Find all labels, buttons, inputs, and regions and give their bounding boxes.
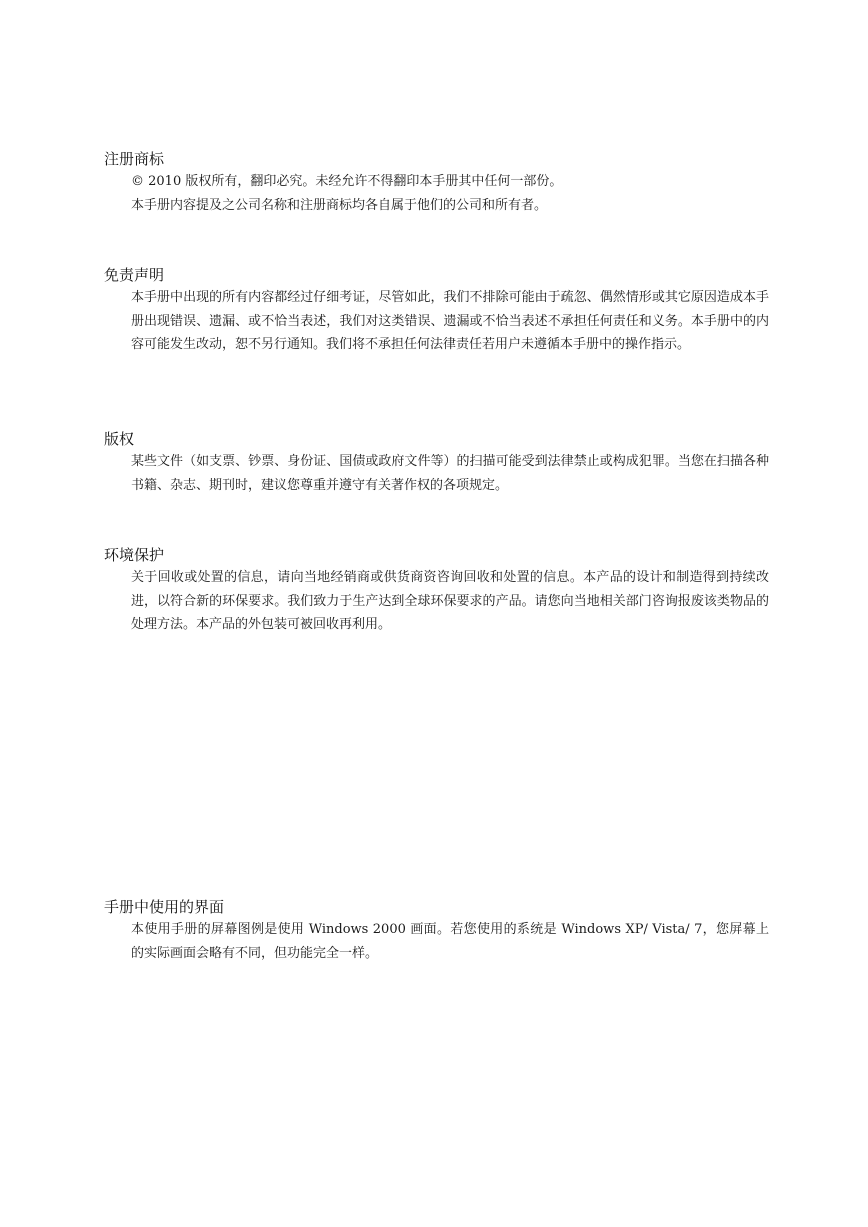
section-paragraph: 本手册中出现的所有内容都经过仔细考证，尽管如此，我们不排除可能由于疏忽、偶然情形或其它原因造成本手册出现错误、遗漏、或不恰当表述，我们对这类错误、遗漏或不恰当表述不承担任何责任和义务。本手册中的内容可能发生改动，恕不另行通知。我们将不承担任何法律责任若用户未遵循本手册中的操作指示。 bbox=[131, 290, 769, 352]
section-paragraph: © 2010 版权所有，翻印必究。未经允许不得翻印本手册其中任何一部份。 bbox=[131, 174, 563, 189]
section-copyright bbox=[104, 428, 769, 497]
section-environment bbox=[104, 544, 769, 637]
section-paragraph: 某些文件（如支票、钞票、身份证、国债或政府文件等）的扫描可能受到法律禁止或构成犯罪。当您在扫描各种书籍、杂志、期刊时，建议您尊重并遵守有关著作权的各项规定。 bbox=[131, 454, 769, 493]
section-heading: 环境保护 bbox=[104, 546, 165, 564]
section-heading: 免责声明 bbox=[104, 266, 165, 284]
section-paragraph: 本使用手册的屏幕图例是使用 Windows 2000 画面。若您使用的系统是 Windows XP/ Vista/ 7，您屏幕上的实际画面会略有不同，但功能完全一样。 bbox=[131, 922, 769, 961]
section-paragraph: 本手册内容提及之公司名称和注册商标均各自属于他们的公司和所有者。 bbox=[131, 197, 548, 213]
section-heading: 手册中使用的界面 bbox=[104, 898, 225, 916]
section-heading: 版权 bbox=[104, 430, 135, 448]
section-disclaimer bbox=[104, 264, 769, 357]
section-heading: 注册商标 bbox=[104, 150, 165, 168]
section-interface bbox=[104, 896, 769, 965]
section-paragraph: 关于回收或处置的信息，请向当地经销商或供货商资咨询回收和处置的信息。本产品的设计和制造得到持续改进，以符合新的环保要求。我们致力于生产达到全球环保要求的产品。请您向当地相关部门咨询报废该类物品的处理方法。本产品的外包装可被回收再利用。 bbox=[131, 570, 769, 632]
section-trademark bbox=[104, 148, 769, 217]
